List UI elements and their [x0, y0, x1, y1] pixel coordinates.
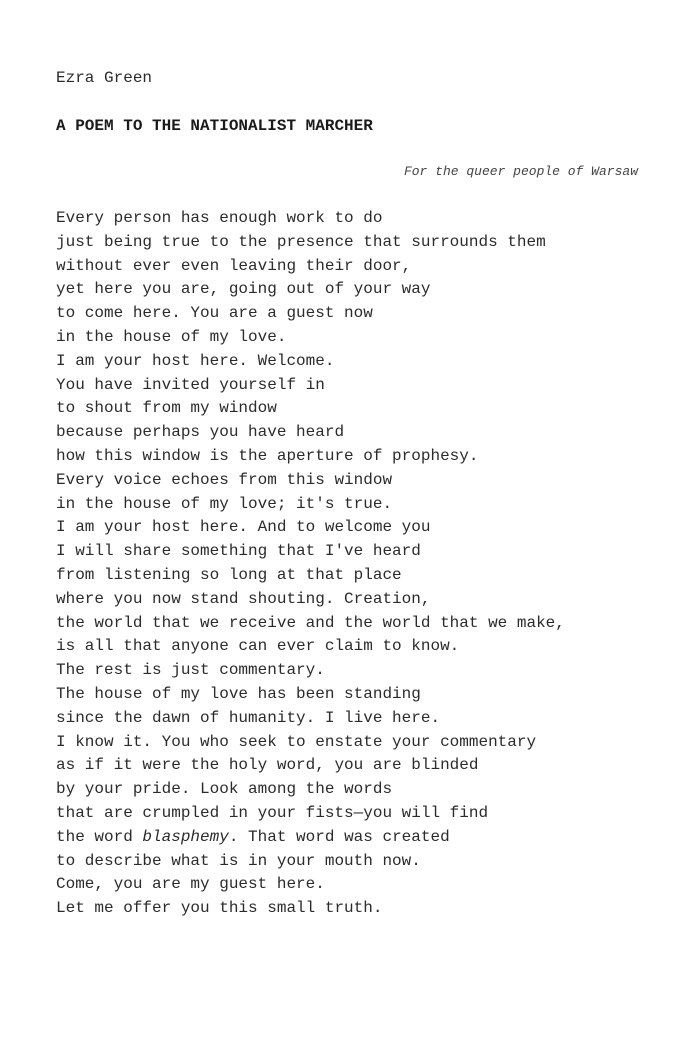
dedication: For the queer people of Warsaw: [403, 164, 638, 179]
poem-line: I am your host here. Welcome.: [56, 351, 335, 370]
poem-line: Every voice echoes from this window: [56, 470, 393, 489]
poem-line: You have invited yourself in: [56, 375, 325, 394]
author-name: Ezra Green: [56, 69, 153, 87]
poem-line: The rest is just commentary.: [56, 661, 325, 680]
poem-line: in the house of my love; it's true.: [56, 494, 393, 513]
poem-title: A POEM TO THE NATIONALIST MARCHER: [56, 117, 373, 135]
poem-line: to come here. You are a guest now: [56, 304, 373, 323]
poem-line: I will share something that I've heard: [56, 542, 421, 561]
emphasized-word: blasphemy: [142, 827, 229, 846]
poem-line: the world that we receive and the world that we make,: [56, 613, 565, 632]
document-page: [56, 0, 640, 1050]
poem-line: yet here you are, going out of your way: [56, 280, 431, 299]
poem-line: to describe what is in your mouth now.: [56, 851, 421, 870]
poem-line: as if it were the holy word, you are blinded: [56, 756, 479, 775]
poem-line: Come, you are my guest here.: [56, 875, 325, 894]
poem-line: just being true to the presence that surrounds them: [56, 232, 546, 251]
poem-line-end: . That word was created: [228, 827, 450, 846]
poem-line: is all that anyone can ever claim to know.: [56, 637, 460, 656]
poem-line: The house of my love has been standing: [56, 684, 421, 703]
poem-line: how this window is the aperture of prophesy.: [56, 446, 479, 465]
poem-line: Every person has enough work to do: [56, 209, 383, 227]
poem-line: in the house of my love.: [56, 327, 287, 346]
poem-line: without ever even leaving their door,: [56, 256, 412, 275]
poem-line: to shout from my window: [56, 399, 277, 418]
poem-line: where you now stand shouting. Creation,: [56, 589, 431, 608]
poem-body: [56, 207, 565, 921]
poem-line: since the dawn of humanity. I live here.: [56, 708, 441, 727]
poem-line: I know it. You who seek to enstate your commentary: [56, 732, 537, 751]
poem-line: that are crumpled in your fists—you will find: [56, 803, 489, 822]
poem-line: Let me offer you this small truth.: [56, 899, 383, 918]
poem-line: by your pride. Look among the words: [56, 780, 393, 799]
poem-line: I am your host here. And to welcome you: [56, 518, 431, 537]
poem-line: [56, 826, 565, 850]
poem-line: from listening so long at that place: [56, 565, 402, 584]
poem-line-start: the word: [56, 827, 143, 846]
poem-line: because perhaps you have heard: [56, 423, 345, 442]
